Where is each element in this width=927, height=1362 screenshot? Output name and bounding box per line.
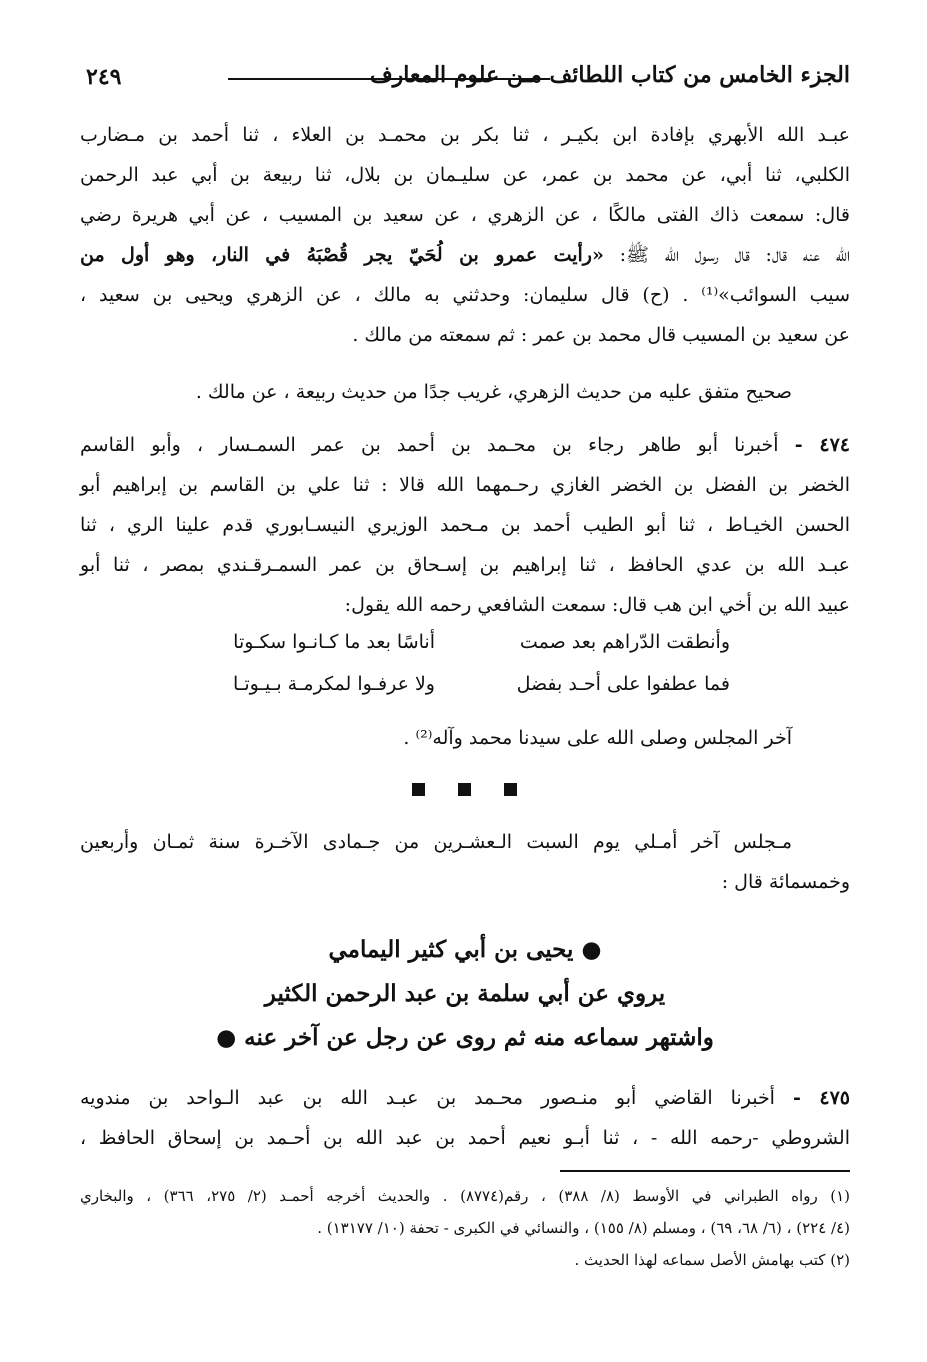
verse-first-hemistich: وأنطقت الدّراهم بعد صمت [519, 631, 730, 653]
hadith-text: أخبرنا أبو طاهر رجاء بن محـمد بن أحمد بن عمر السمـسار ، وأبو القاسم [80, 434, 779, 456]
running-title: الجزء الخامس من كتاب اللطائف مـن علوم المعارف [369, 62, 850, 88]
separator-square [412, 783, 425, 796]
footnote-rule [560, 1170, 850, 1172]
chapter-heading [80, 928, 850, 1060]
separator-square [504, 783, 517, 796]
text-line: عن سعيد بن المسيب قال محمد بن عمر : ثم سمعته من مالك . [352, 324, 850, 346]
text-line [80, 1078, 850, 1118]
verse-row [80, 622, 850, 662]
footnote-2: (٢) كتب بهامش الأصل سماعه لهذا الحديث . [574, 1251, 850, 1269]
text-line: الكلبي، ثنا أبي، عن محمد بن عمر، عن سليـمان بن بلال، ثنا ربيعة بن أبي عبد الرحمن [80, 164, 850, 186]
new-session-intro [80, 822, 850, 902]
poetry-verses [80, 622, 850, 702]
verse-second-hemistich: ولا عرفـوا لمكرمـة بـيـوتـا [233, 673, 435, 695]
hadith-quote: «رأيت عمرو بن لُحَيّ يجر قُصْبَهُ في النار، وهو أول من [80, 244, 604, 266]
text-line [80, 425, 850, 465]
text-line: مـجلس آخر أمـلي يوم السبت الـعشـرين من جـمادى الآخـرة سنة ثمـان وأربعين [80, 831, 792, 853]
text-line: عبـد الله الأبهري بإفادة ابن بكيـر ، ثنا بكر بن محمـد بن العلاء ، ثنا أحمد بن مـضارب [80, 124, 850, 146]
grading-paragraph [80, 372, 850, 412]
footnote-1-line-1: (١) رواه الطبراني في الأوسط (٨/ ٣٨٨) ، رقم(٨٧٧٤) . والحديث أخرجه أحمـد (٢/ ٢٧٥، ٣٦٦) ، والبخاري [80, 1187, 850, 1205]
text-line: قال: سمعت ذاك الفتى مالكًا ، عن الزهري ، عن سعيد بن المسيب ، عن أبي هريرة رضي [80, 204, 850, 226]
verse-row [80, 664, 850, 704]
narration-prefix: الله عنه قال: قال رسول الله ﷺ: [619, 244, 850, 266]
heading-line: يروي عن أبي سلمة بن عبد الرحمن الكثير [264, 980, 666, 1007]
hadith-475 [80, 1078, 850, 1158]
footnote-1-line-2: (٤/ ٢٢٤) ، (٦/ ٦٨، ٦٩) ، ومسلم (٨/ ١٥٥) ، والنسائي في الكبرى - تحفة (١٠/ ١٣١٧٧) . [317, 1219, 850, 1237]
text-line: الحسن الخيـاط ، ثنا أبو الطيب أحمد بن مـحمد الوزيري النيسـابوري قدم علينا الري ، ثنا [80, 514, 850, 536]
page-number: ٢٤٩ [86, 64, 122, 90]
closing-text: آخر المجلس وصلى الله على سيدنا محمد وآله⁽²⁾ . [403, 727, 792, 749]
hadith-474 [80, 425, 850, 625]
separator-square [458, 783, 471, 796]
hadith-number: ٤٧٥ - [792, 1087, 850, 1109]
text-line: سيب السوائب»⁽¹⁾ . (ح) قال سليمان: وحدثني به مالك ، عن الزهري ويحيى بن سعيد ، [80, 284, 850, 306]
grading-text: صحيح متفق عليه من حديث الزهري، غريب جدًا من حديث ربيعة ، عن مالك . [195, 381, 792, 403]
verse-second-hemistich: أناسًا بعد ما كـانـوا سكـوتا [233, 631, 435, 653]
hadith-number: ٤٧٤ - [794, 434, 850, 456]
heading-line: ● يحيى بن أبي كثير اليمامي [328, 936, 602, 963]
verse-first-hemistich: فما عطفوا على أحـد بفضل [516, 673, 730, 695]
text-line: عبـد الله بن عدي الحافظ ، ثنا إبراهيم بن إسـحاق بن عمر السمـرقـندي بمصر ، ثنا أبو [80, 554, 850, 576]
text-line: الشروطي -رحمه الله - ، ثنا أبـو نعيم أحمد بن عبد الله بن أحـمد بن إسحاق الحافظ ، [80, 1127, 850, 1149]
hadith-473-continuation [80, 115, 850, 365]
hadith-text: أخبرنا القاضي أبو منـصور محـمد بن عبـد الله بن عبد الـواحد بن مندويه [80, 1087, 775, 1109]
section-separator [0, 780, 927, 800]
text-line: الخضر بن الفضل بن الخضر الغازي رحـمهما الله قالا : ثنا علي بن القاسم بن إبراهيم أبو [80, 474, 850, 496]
text-line: عبيد الله بن أخي ابن هب قال: سمعت الشافعي رحمه الله يقول: [344, 594, 850, 616]
session-closing [80, 718, 850, 758]
page-header [80, 58, 850, 98]
text-line: وخمسمائة قال : [721, 871, 850, 893]
heading-line: واشتهر سماعه منه ثم روى عن رجل عن آخر عنه ● [216, 1024, 714, 1051]
text-line-with-quote [80, 235, 850, 275]
